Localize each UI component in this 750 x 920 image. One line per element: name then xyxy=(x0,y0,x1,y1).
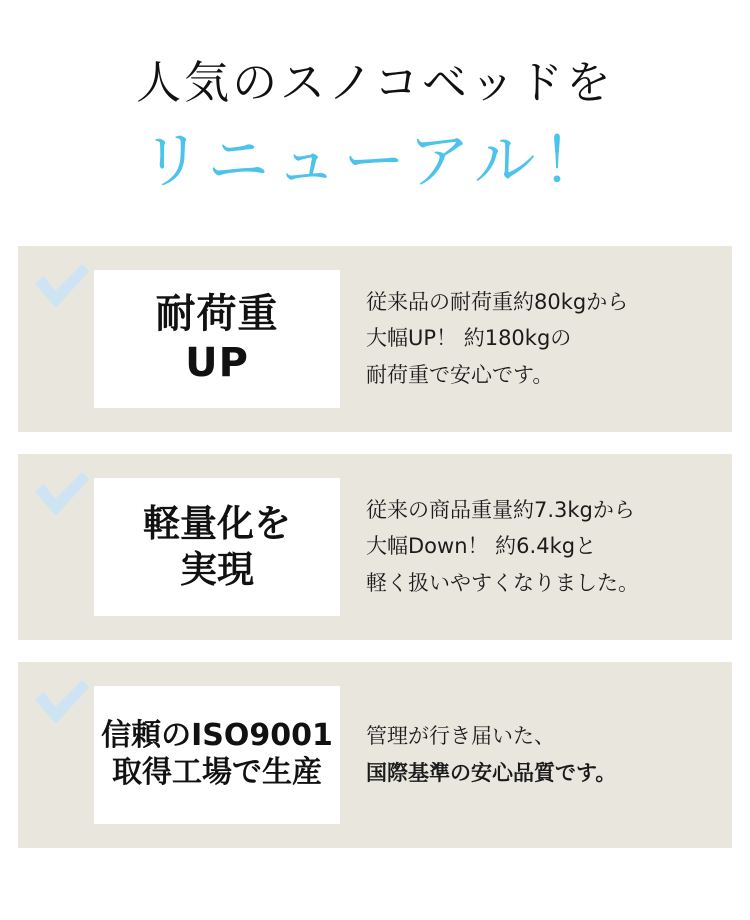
check-icon xyxy=(32,678,90,730)
feature-row xyxy=(18,246,732,432)
feature-title-line: 実現 xyxy=(180,547,254,591)
feature-title-line: 軽量化を xyxy=(143,502,291,546)
feature-title-line: 信頼のISO9001 xyxy=(101,717,333,753)
feature-description-column xyxy=(340,246,732,432)
feature-list xyxy=(0,246,750,848)
feature-title-line: UP xyxy=(185,339,249,386)
feature-description xyxy=(366,718,616,790)
feature-description-line: 従来の商品重量約7.3kgから xyxy=(366,498,635,523)
headline-line-2: リニューアル！ xyxy=(140,124,610,197)
feature-description-line: 大幅UP！ 約180kgの xyxy=(366,326,572,351)
feature-title-box xyxy=(94,478,340,616)
feature-description-column xyxy=(340,662,732,848)
feature-row xyxy=(18,662,732,848)
check-column xyxy=(18,246,94,432)
headline-block xyxy=(0,0,750,200)
feature-description-column xyxy=(340,454,732,640)
feature-title xyxy=(156,290,279,388)
feature-title-box xyxy=(94,686,340,824)
feature-description-line: 管理が行き届いた、 xyxy=(366,724,555,749)
feature-title-line: 耐荷重 xyxy=(155,290,279,337)
feature-title xyxy=(101,718,333,791)
feature-description-line: 従来品の耐荷重約80kgから xyxy=(366,290,629,315)
feature-description-line: 大幅Down！ 約6.4kgと xyxy=(366,534,597,559)
feature-title xyxy=(143,501,291,591)
check-icon xyxy=(32,470,90,522)
feature-description-line: 国際基準の安心品質です。 xyxy=(366,760,617,785)
check-icon xyxy=(32,262,90,314)
check-column xyxy=(18,662,94,848)
feature-description xyxy=(366,492,639,600)
feature-description-line: 耐荷重で安心です。 xyxy=(366,362,554,387)
feature-row xyxy=(18,454,732,640)
headline-line-1: 人気のスノコベッドを xyxy=(136,56,614,109)
feature-description xyxy=(366,284,628,392)
check-column xyxy=(18,454,94,640)
feature-description-line: 軽く扱いやすくなりました。 xyxy=(366,570,639,595)
feature-title-line: 取得工場で生産 xyxy=(112,754,322,790)
feature-title-box xyxy=(94,270,340,408)
